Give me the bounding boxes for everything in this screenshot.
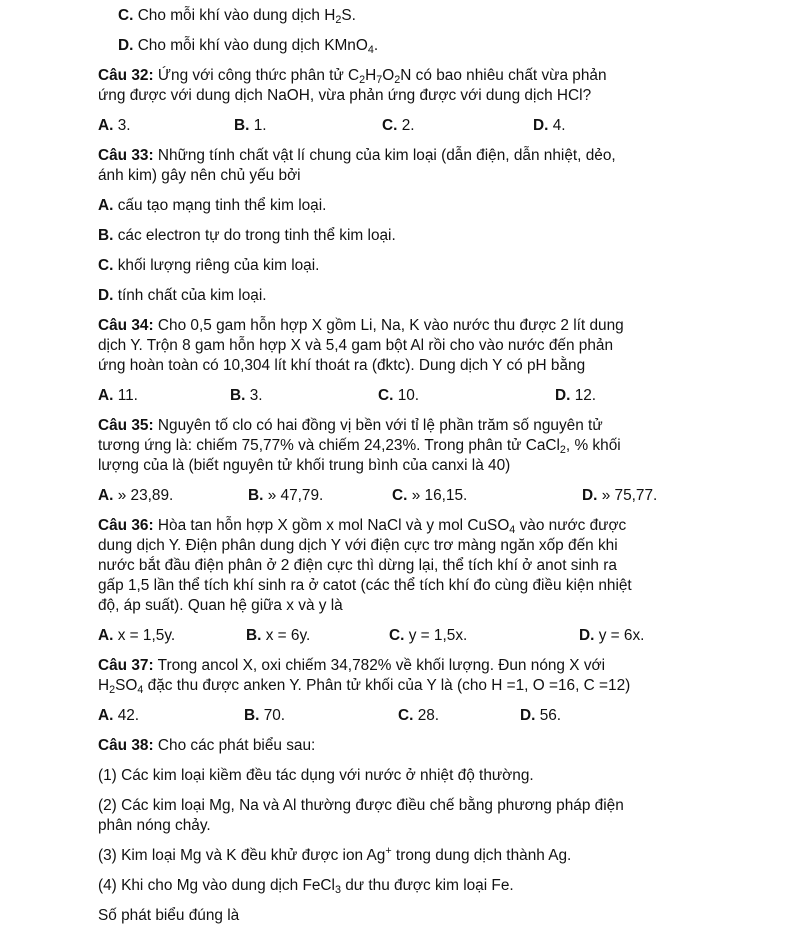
q36-stem-line4: gấp 1,5 lần thể tích khí sinh ra ở catot (các thể tích khí đo cùng điều kiện nhiệt xyxy=(98,577,632,594)
q33-option-a: A. cấu tạo mạng tinh thể kim loại. xyxy=(98,197,327,214)
q33-stem-line2: ánh kim) gây nên chủ yếu bởi xyxy=(98,167,301,184)
q32-option-b: B. 1. xyxy=(234,117,267,134)
q32-option-a: A. 3. xyxy=(98,117,131,134)
q38-statement-2-line1: (2) Các kim loại Mg, Na và Al thường được điều chế bằng phương pháp điện xyxy=(98,797,624,814)
q37-stem-line2: $H_2SO_4$ đặc thu được anken Y. Phân tử khối của Y là (cho H =1, O =16, C =12) xyxy=(98,677,631,696)
q32-stem-line2: ứng được với dung dịch NaOH, vừa phản ứng được với dung dịch HCl? xyxy=(98,87,592,104)
q33-stem-line1: Câu 33: Những tính chất vật lí chung của kim loại (dẫn điện, dẫn nhiệt, dẻo, xyxy=(98,147,616,164)
q32-stem-line1: Câu 32: Ứng với công thức phân tử $C_2H_7O_2N$ có bao nhiêu chất vừa phản xyxy=(98,67,607,86)
q35-option-a: A. » 23,89. xyxy=(98,487,174,504)
q37-option-b: B. 70. xyxy=(244,707,286,724)
q37-option-d: D. 56. xyxy=(520,707,562,724)
q35-stem-line3: lượng của là (biết nguyên tử khối trung bình của canxi là 40) xyxy=(98,457,511,474)
q37-option-a: A. 42. xyxy=(98,707,140,724)
q37-stem-line1: Câu 37: Trong ancol X, oxi chiếm 34,782% về khối lượng. Đun nóng X với xyxy=(98,657,606,674)
q31-option-c: C. Cho mỗi khí vào dung dịch $H_2S$. xyxy=(118,7,356,26)
q38-statement-1: (1) Các kim loại kiềm đều tác dụng với nước ở nhiệt độ thường. xyxy=(98,767,534,784)
q36-option-a: A. x = 1,5y. xyxy=(98,627,176,644)
q38-statement-3: (3) Kim loại Mg và K đều khử được ion Ag+ trong dung dịch thành Ag. xyxy=(98,845,572,864)
q34-stem-line2: dịch Y. Trộn 8 gam hỗn hợp X và 5,4 gam bột Al rồi cho vào nước đến phản xyxy=(98,337,614,354)
q35-option-c: C. » 16,15. xyxy=(392,487,468,504)
q38-statement-4: (4) Khi cho Mg vào dung dịch FeCl$_3$ dư thu được kim loại Fe. xyxy=(98,877,514,896)
q37-option-c: C. 28. xyxy=(398,707,440,724)
q33-option-b: B. các electron tự do trong tinh thể kim loại. xyxy=(98,227,396,244)
q35-stem-line2: tương ứng là: chiếm 75,77% và chiếm 24,23%. Trong phân tử CaCl$_2$, % khối xyxy=(98,437,621,456)
q34-stem-line3: ứng hoàn toàn có 10,304 lít khí thoát ra (đktc). Dung dịch Y có pH bằng xyxy=(98,357,586,374)
q33-option-c: C. khối lượng riêng của kim loại. xyxy=(98,257,320,274)
q36-stem-line5: độ, áp suất). Quan hệ giữa x và y là xyxy=(98,597,343,614)
q34-option-d: D. 12. xyxy=(555,387,597,404)
q36-stem-line3: nước bắt đầu điện phân ở 2 điện cực thì dừng lại, thể tích khí ở anot sinh ra xyxy=(98,557,617,574)
q35-stem-line1: Câu 35: Nguyên tố clo có hai đồng vị bền với tỉ lệ phần trăm số nguyên tử xyxy=(98,417,603,434)
q32-option-d: D. 4. xyxy=(533,117,566,134)
q36-option-d: D. y = 6x. xyxy=(579,627,645,644)
q35-option-d: D. » 75,77. xyxy=(582,487,658,504)
q35-option-b: B. » 47,79. xyxy=(248,487,324,504)
q38-question: Số phát biểu đúng là xyxy=(98,907,240,924)
q36-stem-line1: Câu 36: Hòa tan hỗn hợp X gồm x mol NaCl và y mol CuSO$_4$ vào nước được xyxy=(98,517,627,536)
q38-stem: Câu 38: Cho các phát biểu sau: xyxy=(98,737,316,754)
q32-option-c: C. 2. xyxy=(382,117,415,134)
q34-option-a: A. 11. xyxy=(98,387,138,404)
q36-option-c: C. y = 1,5x. xyxy=(389,627,468,644)
q31-option-d: D. Cho mỗi khí vào dung dịch KMnO$_4$. xyxy=(118,37,379,56)
q34-option-c: C. 10. xyxy=(378,387,420,404)
q34-stem-line1: Câu 34: Cho 0,5 gam hỗn hợp X gồm Li, Na, K vào nước thu được 2 lít dung xyxy=(98,317,624,334)
q33-option-d: D. tính chất của kim loại. xyxy=(98,287,267,304)
q36-option-b: B. x = 6y. xyxy=(246,627,311,644)
q34-option-b: B. 3. xyxy=(230,387,263,404)
q38-statement-2-line2: phân nóng chảy. xyxy=(98,817,211,834)
q36-stem-line2: dung dịch Y. Điện phân dung dịch Y với điện cực trơ màng ngăn xốp đến khi xyxy=(98,537,618,554)
